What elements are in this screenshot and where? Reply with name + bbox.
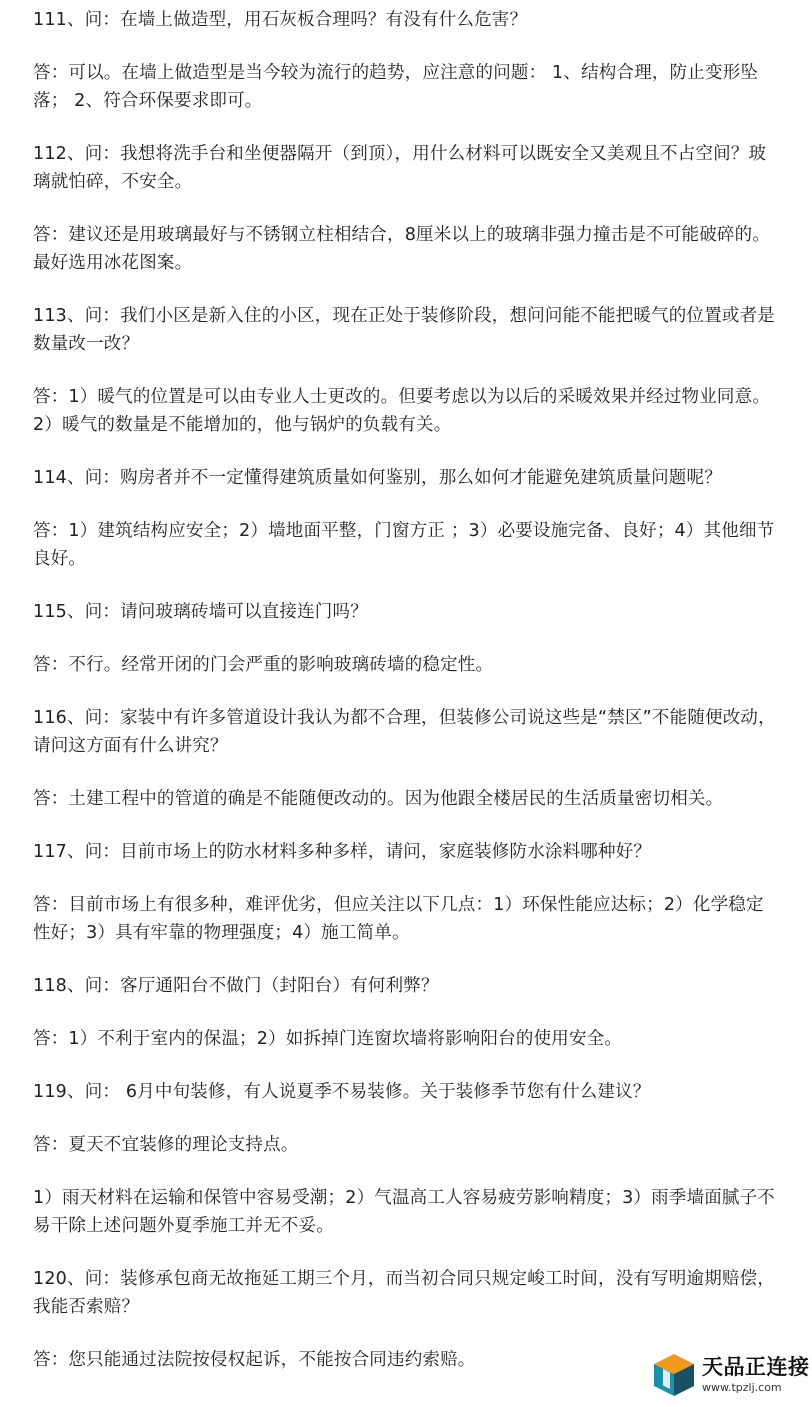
q114-answer: 答：1）建筑结构应安全；2）墙地面平整，门窗方正 ；3）必要设施完备、良好；4）其他细节良好。 [33, 521, 775, 569]
q113-answer: 答：1）暖气的位置是可以由专业人士更改的。但要考虑以为以后的采暖效果并经过物业同意。 2）暖气的数量是不能增加的，他与锅炉的负载有关。 [33, 387, 771, 435]
q120-question: 120、问：装修承包商无故拖延工期三个月，而当初合同只规定峻工时间，没有写明逾期赔偿，我能否索赔？ [33, 1269, 775, 1317]
q117-question: 117、问：目前市场上的防水材料多种多样，请问，家庭装修防水涂料哪种好？ [33, 842, 652, 862]
q118-answer: 答：1）不利于室内的保温；2）如拆掉门连窗坎墙将影响阳台的使用安全。 [33, 1029, 623, 1049]
cube-logo-icon [650, 1351, 698, 1399]
qa-document [33, 6, 778, 1399]
q120-answer: 答：您只能通过法院按侵权起诉，不能按合同违约索赔。 [33, 1350, 476, 1370]
q115-question: 115、问：请问玻璃砖墙可以直接连门吗？ [33, 602, 368, 622]
watermark-brand-name: 天品正连接 [702, 1355, 810, 1379]
q117-answer: 答：目前市场上有很多种，难评优劣，但应关注以下几点：1）环保性能应达标；2）化学稳定性好；3）具有牢靠的物理强度；4）施工简单。 [33, 895, 764, 943]
q119-question: 119、问： 6月中旬装修，有人说夏季不易装修。关于装修季节您有什么建议？ [33, 1082, 651, 1102]
q115-answer: 答：不行。经常开闭的门会严重的影响玻璃砖墙的稳定性。 [33, 655, 494, 675]
q118-question: 118、问：客厅通阳台不做门（封阳台）有何利弊？ [33, 976, 439, 996]
q116-answer: 答：土建工程中的管道的确是不能随便改动的。因为他跟全楼居民的生活质量密切相关。 [33, 789, 724, 809]
q114-question: 114、问：购房者并不一定懂得建筑质量如何鉴别，那么如何才能避免建筑质量问题呢？ [33, 468, 722, 488]
watermark-url: www.tpzlj.com [702, 1381, 782, 1394]
q119-answer: 答：夏天不宜装修的理论支持点。 [33, 1135, 299, 1155]
q116-question: 116、问：家装中有许多管道设计我认为都不合理，但装修公司说这些是“禁区”不能随便改动，请问这方面有什么讲究？ [33, 708, 776, 756]
q111-answer: 答：可以。在墙上做造型是当今较为流行的趋势，应注意的问题： 1、结构合理，防止变形坠落； 2、符合环保要求即可。 [33, 63, 759, 111]
q111-question: 111、问：在墙上做造型，用石灰板合理吗？有没有什么危害？ [33, 10, 528, 30]
site-watermark [650, 1347, 812, 1403]
q119-answer-detail: 1）雨天材料在运输和保管中容易受潮；2）气温高工人容易疲劳影响精度；3）雨季墙面腻子不易干除上述问题外夏季施工并无不妥。 [33, 1188, 775, 1236]
q113-question: 113、问：我们小区是新入住的小区，现在正处于装修阶段，想问问能不能把暖气的位置或者是数量改一改？ [33, 306, 775, 354]
q112-question: 112、问：我想将洗手台和坐便器隔开（到顶），用什么材料可以既安全又美观且不占空间？玻璃就怕碎，不安全。 [33, 144, 767, 192]
q112-answer: 答：建议还是用玻璃最好与不锈钢立柱相结合，8厘米以上的玻璃非强力撞击是不可能破碎的。最好选用冰花图案。 [33, 225, 771, 273]
